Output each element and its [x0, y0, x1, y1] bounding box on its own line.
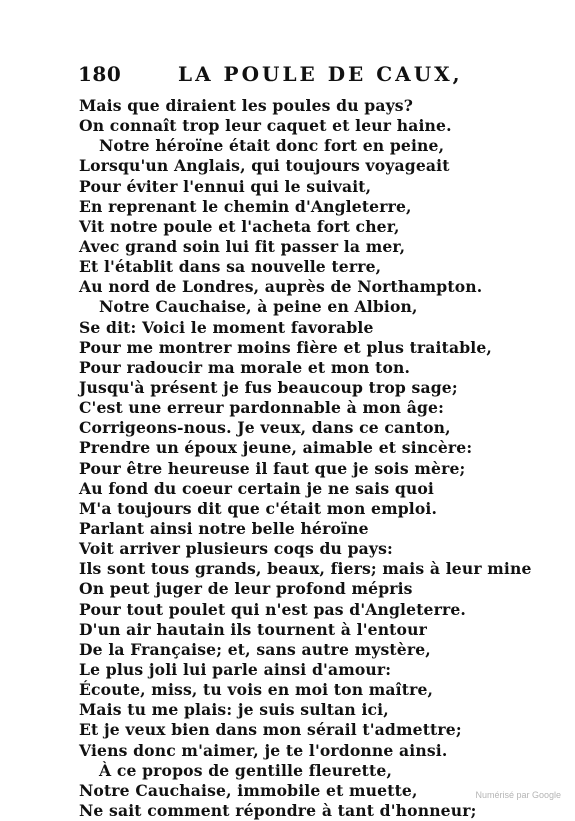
verse-line: Écoute, miss, tu vois en moi ton maître, [79, 680, 434, 700]
running-title: LA POULE DE CAUX, [178, 62, 463, 86]
verse-line: Au nord de Londres, auprès de Northampton. [79, 277, 483, 297]
verse-line: Lorsqu'un Anglais, qui toujours voyageait [79, 156, 450, 176]
verse-line: C'est une erreur pardonnable à mon âge: [79, 398, 445, 418]
verse-line: Se dit: Voici le moment favorable [79, 317, 374, 337]
verse-line: Prendre un époux jeune, aimable et sincère: [79, 438, 473, 458]
verse-line: Jusqu'à présent je fus beaucoup trop sage; [79, 377, 458, 397]
poem-text [79, 96, 559, 821]
verse-line: Le plus joli lui parle ainsi d'amour: [79, 659, 392, 679]
verse-line: D'un air hautain ils tournent à l'entour [79, 619, 427, 639]
verse-line: Viens donc m'aimer, je te l'ordonne ainsi. [79, 740, 448, 760]
verse-line: Ils sont tous grands, beaux, fiers; mais à leur mine [79, 559, 532, 579]
verse-line: M'a toujours dit que c'était mon emploi. [79, 498, 438, 518]
verse-line: Mais que diraient les poules du pays? [79, 96, 414, 115]
verse-line: Parlant ainsi notre belle héroïne [79, 518, 369, 538]
verse-line: Notre Cauchaise, à peine en Albion, [99, 297, 418, 317]
verse-line: On connaît trop leur caquet et leur haine. [79, 116, 452, 136]
verse-line: Pour me montrer moins fière et plus traitable, [79, 337, 493, 357]
verse-line: Pour tout poulet qui n'est pas d'Angleterre. [79, 599, 467, 619]
verse-line: Notre héroïne était donc fort en peine, [99, 136, 445, 156]
verse-line: En reprenant le chemin d'Angleterre, [79, 196, 412, 216]
verse-line: Pour éviter l'ennui qui le suivait, [79, 176, 372, 196]
verse-line: Mais tu me plais: je suis sultan ici, [79, 700, 389, 720]
verse-line: À ce propos de gentille fleurette, [99, 760, 393, 780]
verse-line: Pour radoucir ma morale et mon ton. [79, 357, 411, 377]
verse-line: Et je veux bien dans mon sérail t'admettre; [79, 720, 462, 740]
verse-line: On peut juger de leur profond mépris [79, 579, 413, 599]
verse-line: Avec grand soin lui fit passer la mer, [79, 236, 406, 256]
page-header [78, 62, 548, 90]
verse-line: Pour être heureuse il faut que je sois mère; [79, 458, 466, 478]
verse-line: Et l'établit dans sa nouvelle terre, [79, 257, 382, 277]
page-number: 180 [78, 62, 122, 86]
verse-line: Vit notre poule et l'acheta fort cher, [79, 216, 400, 236]
verse-line: Corrigeons-nous. Je veux, dans ce canton, [79, 418, 451, 438]
verse-line: Ne sait comment répondre à tant d'honneur; [79, 800, 477, 820]
verse-line: Notre Cauchaise, immobile et muette, [79, 780, 418, 800]
google-watermark: Numérisé par Google [475, 790, 561, 800]
verse-line: Au fond du coeur certain je ne sais quoi [79, 478, 435, 498]
verse-line: De la Française; et, sans autre mystère, [79, 639, 431, 659]
verse-line: Voit arriver plusieurs coqs du pays: [79, 539, 393, 559]
